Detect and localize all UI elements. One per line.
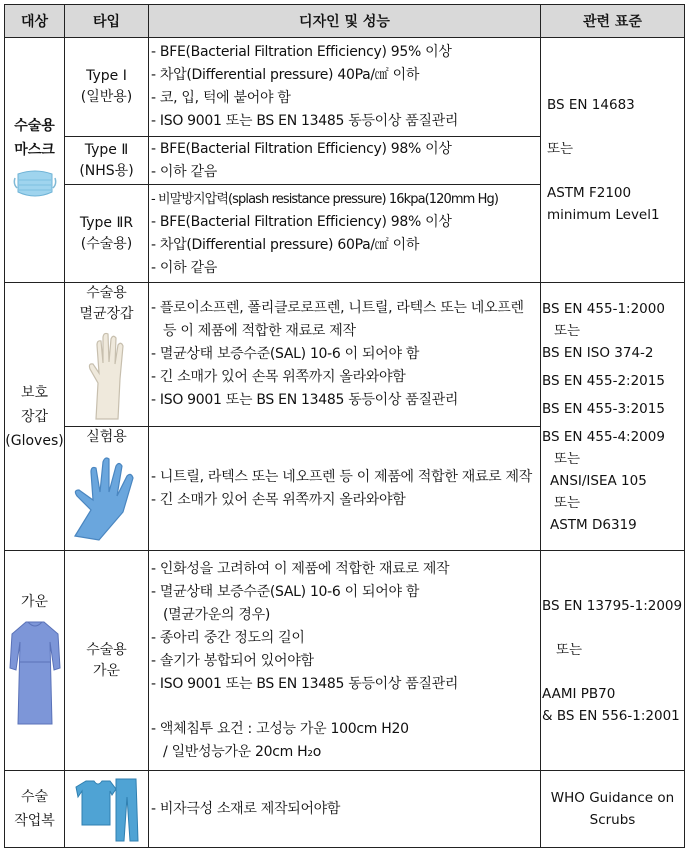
mask-type1-label: Type Ⅰ — [86, 68, 127, 84]
gloves-surgical-specs — [149, 283, 541, 427]
header-standard: 관련 표준 — [541, 5, 685, 38]
std-line: BS EN ISO 374-2 — [542, 344, 654, 361]
mask-type1-specs — [149, 38, 541, 137]
spec-line: - 긴 소매가 있어 손목 위쪽까지 올라와야함 — [151, 491, 406, 508]
mask-type1-cell — [65, 38, 149, 137]
spec-line: - 인화성을 고려하여 이 제품에 적합한 재료로 제작 — [151, 560, 450, 577]
scrubs-category-cell — [5, 771, 65, 848]
header-row — [5, 5, 685, 38]
gloves-surgical-label: 수술용 — [86, 285, 127, 301]
spec-line: - ISO 9001 또는 BS EN 13485 동등이상 품질관리 — [151, 392, 459, 408]
gloves-category-line3: (Gloves) — [5, 432, 64, 449]
spec-line: - 비말방지압력(splash resistance pressure) 16kpa(120mm Hg) — [151, 191, 499, 207]
gown-category-label: 가운 — [20, 593, 49, 610]
spec-line: - ISO 9001 또는 BS EN 13485 동등이상 품질관리 — [151, 675, 459, 692]
gloves-lab-cell — [65, 427, 149, 551]
std-line: & BS EN 556-1:2001 — [542, 707, 680, 724]
mask-type2r-label: Type ⅡR — [79, 214, 134, 231]
mask-type2r-sub: (수술용) — [80, 235, 133, 252]
spec-line: - 긴 소매가 있어 손목 위쪽까지 올라와야함 — [151, 369, 406, 385]
spec-line: - BFE(Bacterial Filtration Efficiency) 98% 이상 — [151, 213, 452, 230]
surgical-mask-icon — [13, 166, 57, 202]
gown-type-label: 수술용 — [86, 641, 127, 658]
standards-table — [4, 4, 685, 848]
spec-line: / 일반성능가운 20cm H₂o — [163, 743, 321, 760]
gown-category-cell — [5, 551, 65, 771]
std-line: WHO Guidance on — [550, 790, 675, 806]
header-type: 타입 — [65, 5, 149, 38]
std-line: BS EN 455-4:2009 — [542, 428, 665, 445]
mask-type1-row — [5, 38, 685, 137]
gloves-category-cell — [5, 283, 65, 551]
mask-category-line1: 수술용 — [14, 118, 55, 134]
std-line: minimum Level1 — [547, 207, 660, 223]
spec-line: - 멸균상태 보증수준(SAL) 10-6 이 되어야 함 — [151, 583, 420, 600]
std-line: BS EN 455-3:2015 — [542, 400, 665, 417]
spec-line: - BFE(Bacterial Filtration Efficiency) 98% 이상 — [151, 140, 452, 157]
mask-type2-specs — [149, 137, 541, 185]
gloves-surgical-row — [5, 283, 685, 427]
gown-row — [5, 551, 685, 771]
scrubs-category-line2: 작업복 — [14, 813, 55, 829]
mask-type2r-specs — [149, 185, 541, 283]
gloves-surgical-sub: 멸균장갑 — [79, 306, 134, 322]
surgical-gown-icon — [8, 618, 62, 728]
std-line: ANSI/ISEA 105 — [550, 472, 647, 489]
scrubs-image-cell — [65, 771, 149, 848]
spec-line: - 이하 같음 — [151, 259, 217, 276]
gloves-category-line1: 보호 — [20, 384, 49, 401]
std-line: BS EN 455-2:2015 — [542, 372, 665, 389]
spec-line: - 솔기가 봉합되어 있어야함 — [151, 652, 314, 669]
mask-standards-cell — [541, 38, 685, 283]
std-line: 또는 — [554, 322, 581, 339]
mask-category-line2: 마스크 — [14, 142, 55, 158]
spec-line: - 이하 같음 — [151, 163, 217, 180]
std-line: 또는 — [556, 641, 583, 658]
std-line: 또는 — [554, 450, 581, 467]
gloves-surgical-cell — [65, 283, 149, 427]
mask-type2-label: Type Ⅱ — [84, 141, 129, 158]
spec-line: - 차압(Differential pressure) 40Pa/㎠ 이하 — [151, 67, 420, 83]
scrubs-specs — [149, 771, 541, 848]
std-line: ASTM F2100 — [547, 185, 632, 201]
spec-line: - BFE(Bacterial Filtration Efficiency) 95% 이상 — [151, 44, 452, 60]
scrubs-icon — [72, 775, 142, 843]
mask-type2-cell — [65, 137, 149, 185]
gloves-standards-cell — [541, 283, 685, 551]
header-design: 디자인 및 성능 — [149, 5, 541, 38]
gown-type-cell — [65, 551, 149, 771]
spec-line: - 비자극성 소재로 제작되어야함 — [151, 800, 341, 817]
std-line: 또는 — [547, 141, 574, 157]
std-line: BS EN 14683 — [547, 97, 635, 113]
mask-type1-sub: (일반용) — [80, 89, 133, 105]
mask-category-cell — [5, 38, 65, 283]
std-line: AAMI PB70 — [542, 685, 616, 702]
spec-line: - 액체침투 요건 : 고성능 가운 100cm H20 — [151, 720, 409, 737]
gloves-lab-label: 실험용 — [86, 429, 127, 445]
scrubs-row — [5, 771, 685, 848]
gloves-lab-specs — [149, 427, 541, 551]
spec-line: - 차압(Differential pressure) 60Pa/㎠ 이하 — [151, 236, 420, 253]
header-target: 대상 — [5, 5, 65, 38]
scrubs-standards-cell — [541, 771, 685, 848]
std-line: Scrubs — [589, 812, 636, 828]
spec-line: - 니트릴, 라텍스 또는 네오프렌 등 이 제품에 적합한 재료로 제작 — [151, 468, 533, 485]
gown-type-sub: 가운 — [92, 662, 121, 679]
std-line: 또는 — [554, 494, 581, 511]
scrubs-category-line1: 수술 — [20, 789, 49, 805]
blue-glove-icon — [69, 452, 145, 542]
white-glove-icon — [84, 329, 130, 421]
spec-line: - 플로이소프렌, 폴리클로로프렌, 니트릴, 라텍스 또는 네오프렌 등 이 제품에 적합한 재료로 제작 — [151, 300, 524, 339]
gown-specs — [149, 551, 541, 771]
spec-line: - ISO 9001 또는 BS EN 13485 동등이상 품질관리 — [151, 113, 459, 129]
std-line: BS EN 455-1:2000 — [542, 300, 665, 317]
gloves-category-line2: 장갑 — [20, 408, 49, 425]
spec-line: - 코, 입, 턱에 붙어야 함 — [151, 90, 291, 106]
spec-line: (멸균가운의 경우) — [163, 606, 271, 623]
std-line: BS EN 13795-1:2009 — [542, 597, 683, 614]
mask-type2-sub: (NHS용) — [79, 162, 134, 179]
gown-standards-cell — [541, 551, 685, 771]
std-line: ASTM D6319 — [550, 516, 637, 533]
spec-line: - 종아리 중간 정도의 길이 — [151, 629, 305, 646]
spec-line: - 멸균상태 보증수준(SAL) 10-6 이 되어야 함 — [151, 346, 420, 362]
mask-type2r-cell — [65, 185, 149, 283]
